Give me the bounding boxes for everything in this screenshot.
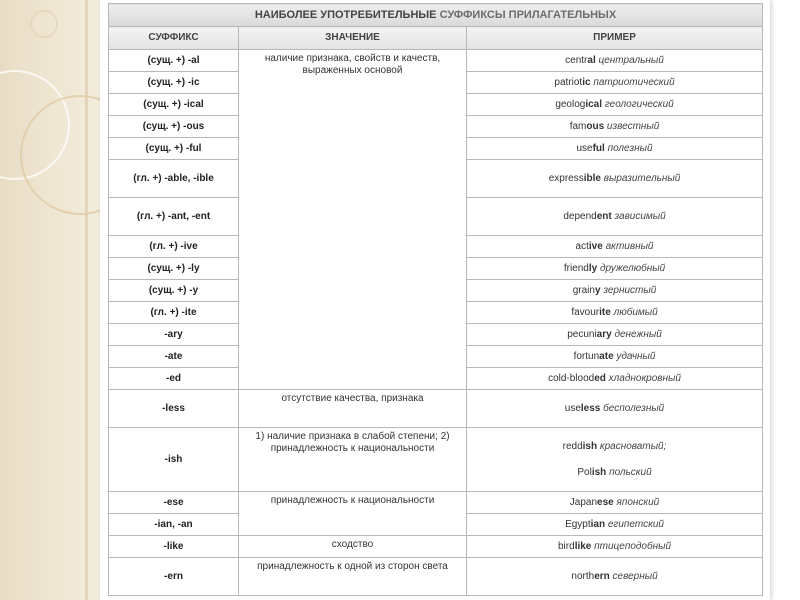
table-row [109,50,763,72]
table-row [109,428,763,492]
suffix-cell: -ary [109,324,239,346]
example-entry [470,351,759,363]
decorative-ring [30,10,58,38]
example-word-suffix: ous [586,120,605,132]
meaning-cell: 1) наличие признака в слабой степени; 2) принадлежность к национальности [239,428,467,492]
example-word-suffix: ern [594,570,610,582]
example-word-stem: cold-blood [548,372,595,384]
example-word-stem: use [564,402,581,414]
suffix-cell: -like [109,536,239,558]
example-cell [467,94,763,116]
example-translation: зернистый [603,284,657,296]
example-word-suffix: ible [583,172,601,184]
example-cell [467,492,763,514]
example-entry [470,241,759,253]
example-word-suffix: ian [590,518,606,530]
suffix-cell: (сущ. +) -ful [109,138,239,160]
example-word-stem: pecuni [567,328,597,340]
suffix-cell: -ese [109,492,239,514]
example-word-stem: centr [565,54,588,66]
example-translation: денежный [614,328,662,340]
example-word-suffix: ly [588,262,598,274]
example-word-suffix: al [587,54,596,66]
example-word-suffix: ed [594,372,606,384]
meaning-cell: принадлежность к национальности [239,492,467,536]
example-word-suffix: ful [592,142,605,154]
example-word-stem: use [576,142,593,154]
example-word-suffix: like [574,540,592,552]
example-word-suffix: less [580,402,601,414]
example-cell [467,72,763,94]
example-cell [467,302,763,324]
example-translation: польский [609,466,652,478]
example-word-suffix: y [594,284,601,296]
example-word-stem: friend [563,262,589,274]
header-meaning: ЗНАЧЕНИЕ [239,27,467,50]
example-cell [467,346,763,368]
meaning-cell: отсутствие качества, признака [239,390,467,428]
suffix-cell: -ish [109,428,239,492]
table-title [109,4,763,27]
example-entry [470,211,759,223]
example-translation: геологический [604,98,674,110]
example-entry [470,373,759,385]
example-cell [467,138,763,160]
example-word-suffix: ive [588,240,603,252]
example-translation: активный [605,240,654,252]
header-example: ПРИМЕР [467,27,763,50]
suffix-cell: (сущ. +) -ly [109,258,239,280]
example-word-suffix: ish [582,440,598,452]
example-word-stem: bird [558,540,575,552]
example-translation: красноватый; [599,440,667,452]
table-row [109,536,763,558]
example-entry [470,285,759,297]
example-translation: бесполезный [603,402,665,414]
example-entry [470,329,759,341]
example-word-stem: patriot [554,76,583,88]
example-word-suffix: ese [597,496,614,508]
suffix-cell: (гл. +) -ive [109,236,239,258]
example-word-stem: Egypt [565,518,591,530]
table-header-row [109,27,763,50]
example-translation: зависимый [614,210,666,222]
example-entry [470,497,759,509]
table-title-plain: НАИБОЛЕЕ УПОТРЕБИТЕЛЬНЫЕ [254,9,437,21]
suffix-cell: (сущ. +) -y [109,280,239,302]
example-translation: северный [612,570,658,582]
example-word-stem: fortun [573,350,600,362]
example-word-suffix: ate [599,350,614,362]
suffix-cell: -ed [109,368,239,390]
example-entry [470,441,759,453]
example-word-stem: grain [572,284,595,296]
table-title-row [109,4,763,27]
example-word-stem: fam [569,120,587,132]
meaning-cell: наличие признака, свойств и качеств, выраженных основой [239,50,467,390]
suffix-cell: -ian, -an [109,514,239,536]
decorative-stripe [85,0,88,600]
example-cell [467,116,763,138]
suffix-cell: (сущ. +) -ic [109,72,239,94]
example-entry [470,143,759,155]
meaning-cell: сходство [239,536,467,558]
example-cell [467,160,763,198]
example-word-suffix: ic [582,76,591,88]
example-entry [470,55,759,67]
suffix-cell: (гл. +) -able, -ible [109,160,239,198]
suffix-cell: (гл. +) -ite [109,302,239,324]
example-word-stem: Japan [569,496,598,508]
example-entry [470,99,759,111]
example-word-stem: express [548,172,584,184]
example-entry [470,403,759,415]
example-entry [470,173,759,185]
example-cell [467,390,763,428]
example-translation: известный [606,120,660,132]
document-sheet [100,0,770,600]
example-entry [470,77,759,89]
example-cell [467,558,763,596]
suffix-table [108,3,763,596]
header-suffix: СУФФИКС [109,27,239,50]
example-word-suffix: ary [596,328,612,340]
example-cell [467,368,763,390]
example-cell [467,50,763,72]
example-cell [467,280,763,302]
meaning-cell: принадлежность к одной из сторон света [239,558,467,596]
example-translation: патриотический [593,76,675,88]
table-title-highlight: СУФФИКСЫ ПРИЛАГАТЕЛЬНЫХ [439,9,617,21]
example-word-suffix: ical [585,98,603,110]
suffix-cell: (гл. +) -ant, -ent [109,198,239,236]
example-translation: птицеподобный [594,540,672,552]
example-cell [467,236,763,258]
example-cell [467,324,763,346]
example-entry [470,307,759,319]
example-word-stem: redd [562,440,583,452]
example-entry [470,263,759,275]
suffix-cell: -ern [109,558,239,596]
example-cell [467,536,763,558]
table-row [109,558,763,596]
example-cell [467,428,763,492]
example-cell [467,258,763,280]
example-translation: хладнокровный [608,372,681,384]
example-cell [467,198,763,236]
example-translation: выразительный [603,172,681,184]
example-word-stem: depend [563,210,597,222]
example-cell [467,514,763,536]
example-entry [470,541,759,553]
example-word-stem: geolog [555,98,586,110]
suffix-cell: (сущ. +) -al [109,50,239,72]
decorative-background [0,0,100,600]
example-translation: японский [616,496,660,508]
example-word-stem: north [571,570,595,582]
example-word-suffix: ite [599,306,611,318]
table-row [109,390,763,428]
suffix-cell: (сущ. +) -ical [109,94,239,116]
suffix-cell: (сущ. +) -ous [109,116,239,138]
example-entry [470,519,759,531]
example-word-suffix: ish [591,466,607,478]
example-translation: дружелюбный [599,262,666,274]
example-entry [470,467,759,479]
example-word-suffix: ent [596,210,612,222]
example-entry [470,121,759,133]
example-translation: удачный [616,350,656,362]
example-word-stem: act [575,240,589,252]
table-row [109,492,763,514]
example-translation: египетский [607,518,664,530]
example-word-stem: Pol [577,466,592,478]
suffix-cell: -less [109,390,239,428]
example-entry [470,571,759,583]
table-body [109,50,763,596]
example-word-stem: favour [571,306,600,318]
example-translation: любимый [613,306,658,318]
example-translation: полезный [607,142,653,154]
example-translation: центральный [598,54,664,66]
suffix-cell: -ate [109,346,239,368]
